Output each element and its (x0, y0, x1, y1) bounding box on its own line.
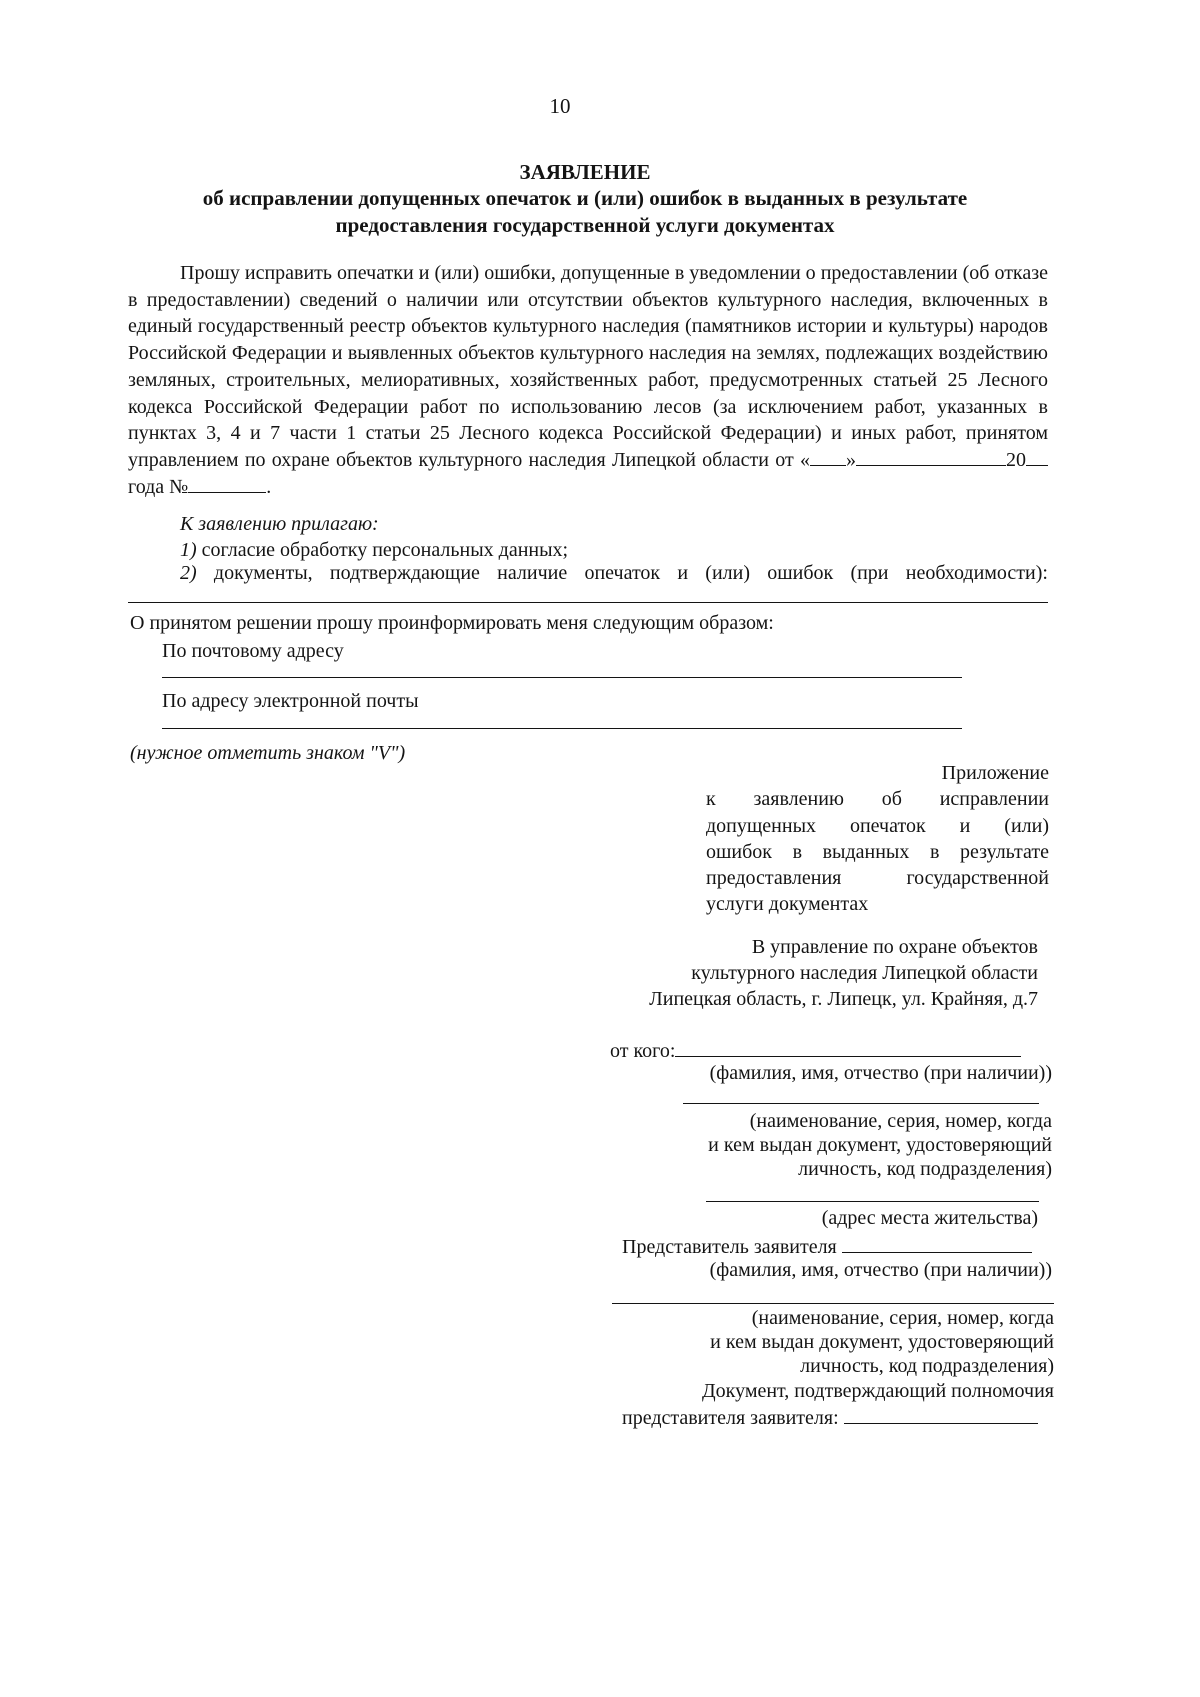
document-subtitle-line2: предоставления государственной услуги документах (335, 213, 835, 237)
page-number: 10 (549, 94, 571, 118)
representative-label: Представитель заявителя (622, 1236, 837, 1258)
month-field[interactable] (856, 449, 1006, 466)
postal-option-label: По почтовому адресу (162, 640, 344, 662)
document-subtitle-line1: об исправлении допущенных опечаток и (или) ошибок в выданных в результате (202, 186, 968, 210)
decision-notification-text: О принятом решении прошу проинформировать меня следующим образом: (130, 612, 774, 634)
paragraph-end: . (266, 475, 272, 498)
attachments-heading: К заявлению прилагаю: (180, 513, 379, 535)
applicant-document-hint: (наименование, серия, номер, когда (749, 1110, 1052, 1132)
authority-document-field[interactable] (844, 1406, 1038, 1424)
applicant-address-hint: (адрес места жительства) (821, 1207, 1038, 1229)
attachment-item-2-word: (при (850, 562, 889, 584)
attachment-item-2-word: опечаток (584, 562, 661, 584)
addressee-address: Липецкая область, г. Липецк, ул. Крайняя, д.7 (649, 988, 1038, 1010)
appendix-line: предоставления государственной (706, 867, 1049, 890)
representative-document-hint: и кем выдан документ, удостоверяющий (710, 1331, 1054, 1353)
request-paragraph (128, 260, 1048, 500)
document-number-field[interactable] (188, 476, 266, 493)
appendix-line: ошибок в выданных в результате (706, 840, 1049, 863)
appendix-title: Приложение (941, 762, 1049, 784)
applicant-address-line[interactable] (706, 1201, 1039, 1202)
day-field[interactable] (810, 449, 846, 466)
applicant-document-hint: и кем выдан документ, удостоверяющий (708, 1134, 1052, 1156)
addressee-line: культурного наследия Липецкой области (691, 962, 1038, 984)
attachment-item-2-word: документы, (213, 562, 313, 584)
email-option-label: По адресу электронной почты (162, 690, 419, 712)
attachment-item-1-number: 1) (180, 539, 197, 561)
applicant-document-hint: личность, код подразделения) (798, 1158, 1052, 1180)
year-prefix: 20 (1006, 448, 1026, 471)
postal-address-line[interactable] (162, 677, 962, 678)
request-text: Прошу исправить опечатки и (или) ошибки, допущенные в уведомлении о предоставлении (об отказе в предоставлении) сведений о наличии или отсутствии объектов культурного наследия, включенных в единый государственный реестр объектов культурного наследия (памятников истории и культуры) народов Российской Федерации и выявленных объектов культурного наследия на землях, подлежащих воздействию земляных, строительных, мелиоративных, хозяйственных работ, предусмотренных статьей 25 Лесного кодекса Российской Федерации работ по использованию лесов (за исключением работ, указанных в пунктах 3, 4 и 7 части 1 статьи 25 Лесного кодекса Российской Федерации) и иных работ, принятом управлением по охране объектов культурного наследия Липецкой области от « (128, 262, 1048, 471)
attachment-item-2-word: и (677, 562, 689, 584)
attachment-item-2-word: необходимости): (905, 562, 1048, 584)
attachment-item-2-word: (или) (705, 562, 750, 584)
appendix-line: допущенных опечаток и (или) (706, 814, 1049, 837)
attachment-item-2-number: 2) (180, 562, 197, 584)
representative-name-field[interactable] (842, 1235, 1032, 1253)
authority-row (622, 1406, 1038, 1430)
appendix-line: к заявлению об исправлении (706, 788, 1049, 811)
applicant-from-row (610, 1039, 1021, 1063)
addressee-line: В управление по охране объектов (751, 936, 1038, 958)
applicant-name-field[interactable] (675, 1039, 1021, 1057)
representative-fio-hint: (фамилия, имя, отчество (при наличии)) (709, 1259, 1052, 1281)
quote-close: » (846, 448, 856, 471)
year-number-label: года № (128, 475, 189, 498)
attachment-item-1-text: согласие обработку персональных данных; (201, 539, 569, 561)
applicant-fio-hint: (фамилия, имя, отчество (при наличии)) (709, 1062, 1052, 1084)
representative-document-hint: (наименование, серия, номер, когда (751, 1307, 1054, 1329)
attachment-item-2-word: наличие (497, 562, 568, 584)
authority-label: представителя заявителя: (622, 1407, 839, 1429)
year-field[interactable] (1026, 449, 1048, 466)
applicant-from-label: от кого: (610, 1040, 676, 1062)
email-address-line[interactable] (162, 728, 962, 729)
attachment-item-2-word: подтверждающие (329, 562, 480, 584)
appendix-block (706, 760, 1049, 918)
authority-document-text: Документ, подтверждающий полномочия (702, 1380, 1054, 1402)
representative-document-hint: личность, код подразделения) (800, 1355, 1054, 1377)
appendix-line: услуги документах (706, 893, 869, 916)
applicant-document-line[interactable] (683, 1103, 1039, 1104)
mark-instruction-note: (нужное отметить знаком "V") (130, 742, 406, 764)
representative-row (622, 1235, 1032, 1259)
representative-document-line[interactable] (612, 1303, 1054, 1304)
attachment-item-2-word: ошибок (767, 562, 834, 584)
document-title: ЗАЯВЛЕНИЕ (519, 160, 651, 184)
attachment-documents-line[interactable] (128, 602, 1048, 603)
attachment-item-1 (180, 539, 568, 562)
attachment-item-2 (180, 562, 1048, 585)
